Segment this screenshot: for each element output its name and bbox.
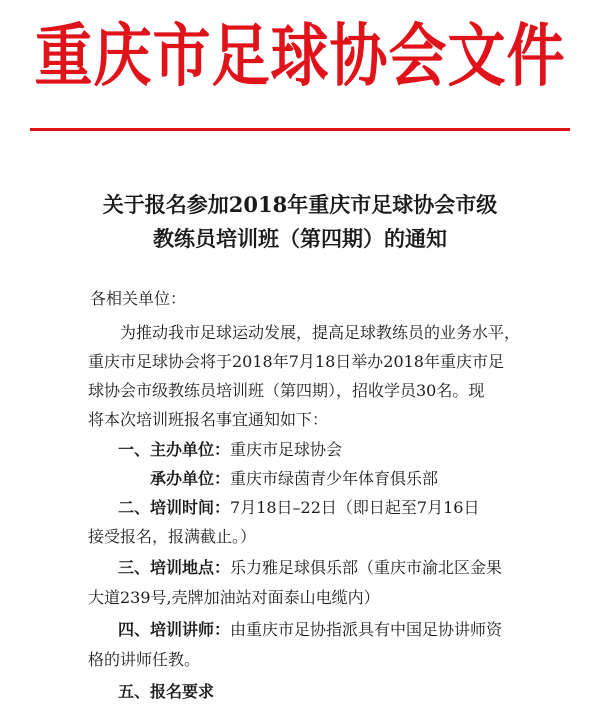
- intro-line-3: 球协会市级教练员培训班（第四期），招收学员30名。现: [88, 381, 485, 400]
- section-time-value: 7月18日–22日（即日起至7月16日: [230, 498, 480, 517]
- section-instructor-continued: 格的讲师任教。: [88, 650, 201, 669]
- section-location: [118, 556, 502, 580]
- section-organizer-value: 重庆市足球协会: [230, 440, 343, 459]
- notice-title-line-2: 教练员培训班（第四期）的通知: [153, 226, 447, 251]
- section-co-organizer: [150, 467, 438, 491]
- section-instructor: [118, 618, 502, 642]
- salutation: 各相关单位：: [90, 289, 187, 308]
- intro-line-4: 将本次培训班报名事宜通知如下：: [88, 410, 329, 429]
- section-organizer-label: 一、主办单位：: [118, 440, 231, 459]
- intro-line-2: 重庆市足球协会将于2018年7月18日举办2018年重庆市足: [88, 352, 504, 371]
- section-instructor-value: 由重庆市足协指派具有中国足协讲师资: [230, 620, 503, 639]
- masthead-title: 重庆市足球协会文件: [34, 15, 566, 97]
- section-time-continued: 接受报名，报满截止。）: [88, 527, 257, 546]
- section-time: [118, 496, 479, 520]
- section-instructor-label: 四、培训讲师：: [118, 620, 231, 639]
- masthead-divider: [30, 128, 570, 131]
- section-requirements-heading: 五、报名要求: [118, 682, 215, 701]
- section-organizer: [118, 438, 342, 462]
- section-time-label: 二、培训时间：: [118, 498, 231, 517]
- section-location-label: 三、培训地点：: [118, 558, 231, 577]
- section-location-value: 乐力雅足球俱乐部（重庆市渝北区金果: [230, 558, 503, 577]
- section-location-continued: 大道239号,壳牌加油站对面泰山电缆内）: [88, 588, 380, 607]
- section-co-organizer-value: 重庆市绿茵青少年体育俱乐部: [230, 469, 439, 488]
- section-co-organizer-label: 承办单位：: [150, 469, 231, 488]
- intro-line-1: 为推动我市足球运动发展，提高足球教练员的业务水平，: [120, 323, 521, 342]
- notice-title-line-1: 关于报名参加2018年重庆市足球协会市级: [102, 192, 498, 217]
